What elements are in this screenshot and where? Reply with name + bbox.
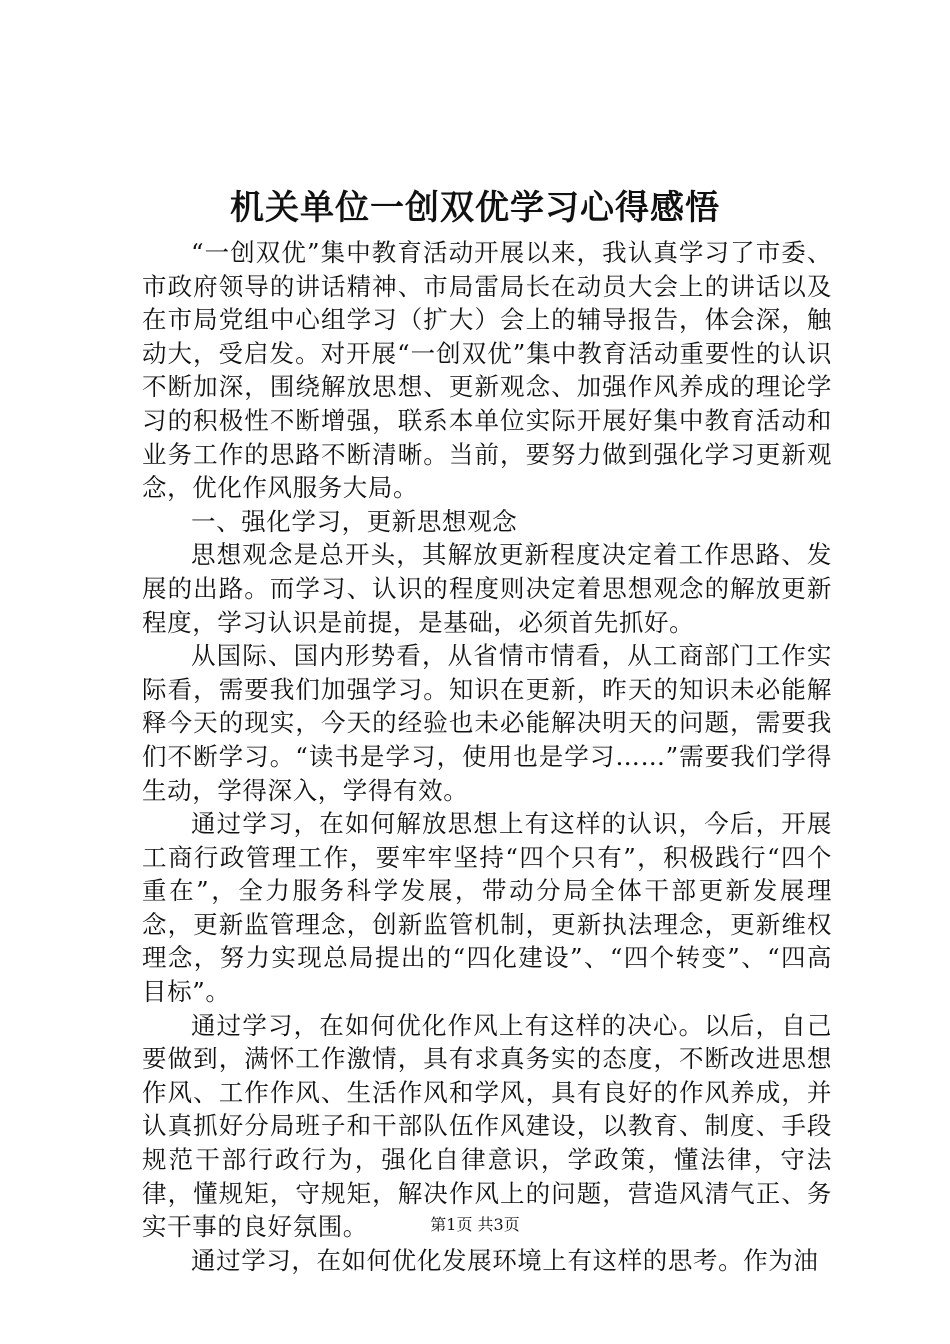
paragraph: 通过学习，在如何解放思想上有这样的认识，今后，开展工商行政管理工作，要牢牢坚持“四个只有”，积极践行“四个重在”，全力服务科学发展，带动分局全体干部更新发展理念，更新监管理念，创新监管机制，更新执法理念，更新维权理念，努力实现总局提出的“四化建设”、“四个转变”、“四高目标”。: [142, 809, 832, 1007]
document-title: 机关单位一创双优学习心得感悟: [230, 188, 720, 228]
paragraph: 思想观念是总开头，其解放更新程度决定着工作思路、发展的出路。而学习、认识的程度则决定着思想观念的解放更新程度，学习认识是前提，是基础，必须首先抓好。: [142, 540, 832, 637]
page-footer: 第1页 共3页: [430, 1215, 520, 1234]
section-heading: 一、强化学习，更新思想观念: [191, 506, 518, 536]
paragraph: 通过学习，在如何优化发展环境上有这样的思考。作为油: [191, 1245, 819, 1275]
paragraph: 通过学习，在如何优化作风上有这样的决心。以后，自己要做到，满怀工作激情，具有求真务实的态度，不断改进思想作风、工作作风、生活作风和学风，具有良好的作风养成，并认真抓好分局班子和干部队伍作风建设，以教育、制度、手段规范干部行政行为，强化自律意识，学政策，懂法律，守法律，懂规矩，守规矩，解决作风上的问题，营造风清气正、务实干事的良好氛围。: [142, 1010, 832, 1242]
paragraph: 从国际、国内形势看，从省情市情看，从工商部门工作实际看，需要我们加强学习。知识在更新，昨天的知识未必能解释今天的现实，今天的经验也未必能解决明天的问题，需要我们不断学习。“读书是学习，使用也是学习……”需要我们学得生动，学得深入，学得有效。: [142, 641, 832, 805]
document-body: [142, 236, 832, 1277]
paragraph-intro: “一创双优”集中教育活动开展以来，我认真学习了市委、市政府领导的讲话精神、市局雷局长在动员大会上的讲话以及在市局党组中心组学习（扩大）会上的辅导报告，体会深，触动大，受启发。对开展“一创双优”集中教育活动重要性的认识不断加深，围绕解放思想、更新观念、加强作风养成的理论学习的积极性不断增强，联系本单位实际开展好集中教育活动和业务工作的思路不断清晰。当前，要努力做到强化学习更新观念，优化作风服务大局。: [142, 238, 832, 503]
